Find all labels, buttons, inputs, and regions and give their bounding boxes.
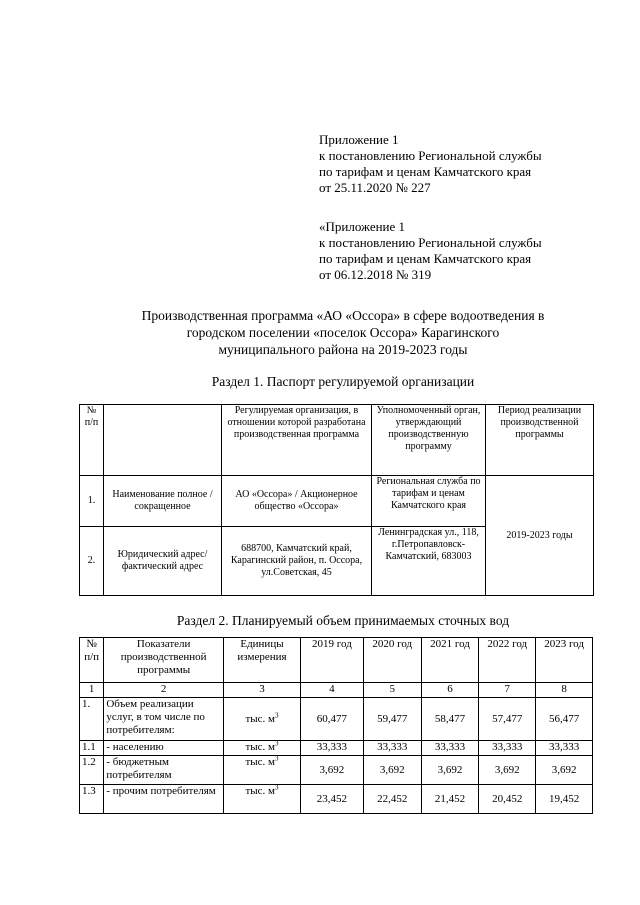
period-value: 2019-2023 годы bbox=[486, 476, 594, 596]
value-cell: 58,477 bbox=[421, 698, 479, 741]
wastewater-volume-table bbox=[79, 637, 593, 814]
appendix-line: по тарифам и ценам Камчатского края bbox=[319, 251, 532, 266]
header-year: 2022 год bbox=[479, 638, 536, 683]
unit-exponent: 3 bbox=[275, 710, 279, 719]
row-name: - населению bbox=[104, 741, 224, 756]
value-cell: 3,692 bbox=[363, 756, 421, 785]
organization-passport-table bbox=[79, 404, 594, 596]
title-line: Производственная программа «АО «Оссора» в сфере водоотведения в bbox=[141, 308, 545, 323]
value-cell: 33,333 bbox=[479, 741, 536, 756]
appendix-line: к постановлению Региональной службы bbox=[319, 235, 542, 250]
table-row bbox=[80, 476, 594, 527]
value-cell: 57,477 bbox=[479, 698, 536, 741]
unit-base: тыс. м bbox=[245, 712, 275, 725]
document-title bbox=[60, 307, 626, 358]
value-cell: 3,692 bbox=[479, 756, 536, 785]
row-org: АО «Оссора» / Акционерное общество «Оссора» bbox=[222, 476, 372, 527]
column-number: 7 bbox=[479, 683, 536, 698]
row-num: 1. bbox=[80, 476, 104, 527]
value-cell: 3,692 bbox=[536, 756, 593, 785]
column-number: 1 bbox=[80, 683, 104, 698]
appendix-header bbox=[319, 132, 542, 196]
value-cell: 3,692 bbox=[301, 756, 364, 785]
table-row bbox=[80, 698, 593, 741]
value-cell: 33,333 bbox=[363, 741, 421, 756]
table-row bbox=[80, 741, 593, 756]
unit-base: тыс. м bbox=[245, 741, 275, 753]
table-row bbox=[80, 756, 593, 785]
appendix-line: по тарифам и ценам Камчатского края bbox=[319, 164, 532, 179]
row-num: 1.1 bbox=[80, 741, 104, 756]
header-year: 2020 год bbox=[363, 638, 421, 683]
unit-exponent: 3 bbox=[275, 739, 279, 748]
value-cell: 33,333 bbox=[536, 741, 593, 756]
column-number: 4 bbox=[301, 683, 364, 698]
table-header-row bbox=[80, 638, 593, 683]
header-num: № п/п bbox=[80, 638, 104, 683]
row-authority: Региональная служба по тарифам и ценам Камчатского края bbox=[372, 476, 486, 527]
column-number: 8 bbox=[536, 683, 593, 698]
header-year: 2021 год bbox=[421, 638, 479, 683]
column-number: 5 bbox=[363, 683, 421, 698]
value-cell: 59,477 bbox=[363, 698, 421, 741]
row-name: Объем реализации услуг, в том числе по потребителям: bbox=[104, 698, 224, 741]
row-name: - бюджетным потребителям bbox=[104, 756, 224, 785]
header-authority: Уполномоченный орган, утверждающий производственную программу bbox=[372, 405, 486, 476]
appendix-line: от 06.12.2018 № 319 bbox=[319, 267, 432, 282]
title-line: городском поселении «поселок Оссора» Карагинского bbox=[186, 325, 500, 340]
appendix-line: к постановлению Региональной службы bbox=[319, 148, 542, 163]
section2-heading: Раздел 2. Планируемый объем принимаемых сточных вод bbox=[176, 613, 510, 628]
value-cell: 23,452 bbox=[301, 785, 364, 814]
column-number: 2 bbox=[104, 683, 224, 698]
unit-base: тыс. м bbox=[245, 756, 275, 768]
unit-exponent: 3 bbox=[275, 754, 279, 763]
value-cell: 3,692 bbox=[421, 756, 479, 785]
header-indicator: Показатели производственной программы bbox=[104, 638, 224, 683]
header-org: Регулируемая организация, в отношении которой разработана производственная программа bbox=[222, 405, 372, 476]
header-unit: Единицы измерения bbox=[223, 638, 300, 683]
appendix-line: Приложение 1 bbox=[319, 132, 399, 147]
unit-base: тыс. м bbox=[245, 785, 275, 797]
value-cell: 21,452 bbox=[421, 785, 479, 814]
row-unit bbox=[223, 698, 300, 741]
row-unit bbox=[223, 785, 300, 814]
appendix-line: от 25.11.2020 № 227 bbox=[319, 180, 431, 195]
row-unit bbox=[223, 756, 300, 785]
column-number: 6 bbox=[421, 683, 479, 698]
column-number: 3 bbox=[223, 683, 300, 698]
title-line: муниципального района на 2019-2023 годы bbox=[218, 342, 468, 357]
row-authority: Ленинградская ул., 118, г.Петропавловск-Камчатский, 683003 bbox=[372, 527, 486, 596]
table-header-row bbox=[80, 405, 594, 476]
header-num: № п/п bbox=[80, 405, 104, 476]
header-period: Период реализации производственной программы bbox=[486, 405, 594, 476]
header-blank bbox=[104, 405, 222, 476]
row-num: 1. bbox=[80, 698, 104, 741]
row-label: Наименование полное / сокращенное bbox=[104, 476, 222, 527]
unit-exponent: 3 bbox=[275, 783, 279, 792]
row-unit bbox=[223, 741, 300, 756]
table-row bbox=[80, 785, 593, 814]
value-cell: 20,452 bbox=[479, 785, 536, 814]
header-year: 2019 год bbox=[301, 638, 364, 683]
value-cell: 33,333 bbox=[421, 741, 479, 756]
value-cell: 19,452 bbox=[536, 785, 593, 814]
header-year: 2023 год bbox=[536, 638, 593, 683]
row-num: 2. bbox=[80, 527, 104, 596]
row-num: 1.2 bbox=[80, 756, 104, 785]
row-num: 1.3 bbox=[80, 785, 104, 814]
value-cell: 22,452 bbox=[363, 785, 421, 814]
row-name: - прочим потребителям bbox=[104, 785, 224, 814]
original-appendix-header bbox=[319, 219, 542, 283]
row-label: Юридический адрес/фактический адрес bbox=[104, 527, 222, 596]
appendix-line: «Приложение 1 bbox=[319, 219, 406, 234]
section1-heading: Раздел 1. Паспорт регулируемой организации bbox=[211, 374, 475, 389]
value-cell: 56,477 bbox=[536, 698, 593, 741]
row-org: 688700, Камчатский край, Карагинский район, п. Оссора, ул.Советская, 45 bbox=[222, 527, 372, 596]
column-number-row bbox=[80, 683, 593, 698]
value-cell: 33,333 bbox=[301, 741, 364, 756]
value-cell: 60,477 bbox=[301, 698, 364, 741]
